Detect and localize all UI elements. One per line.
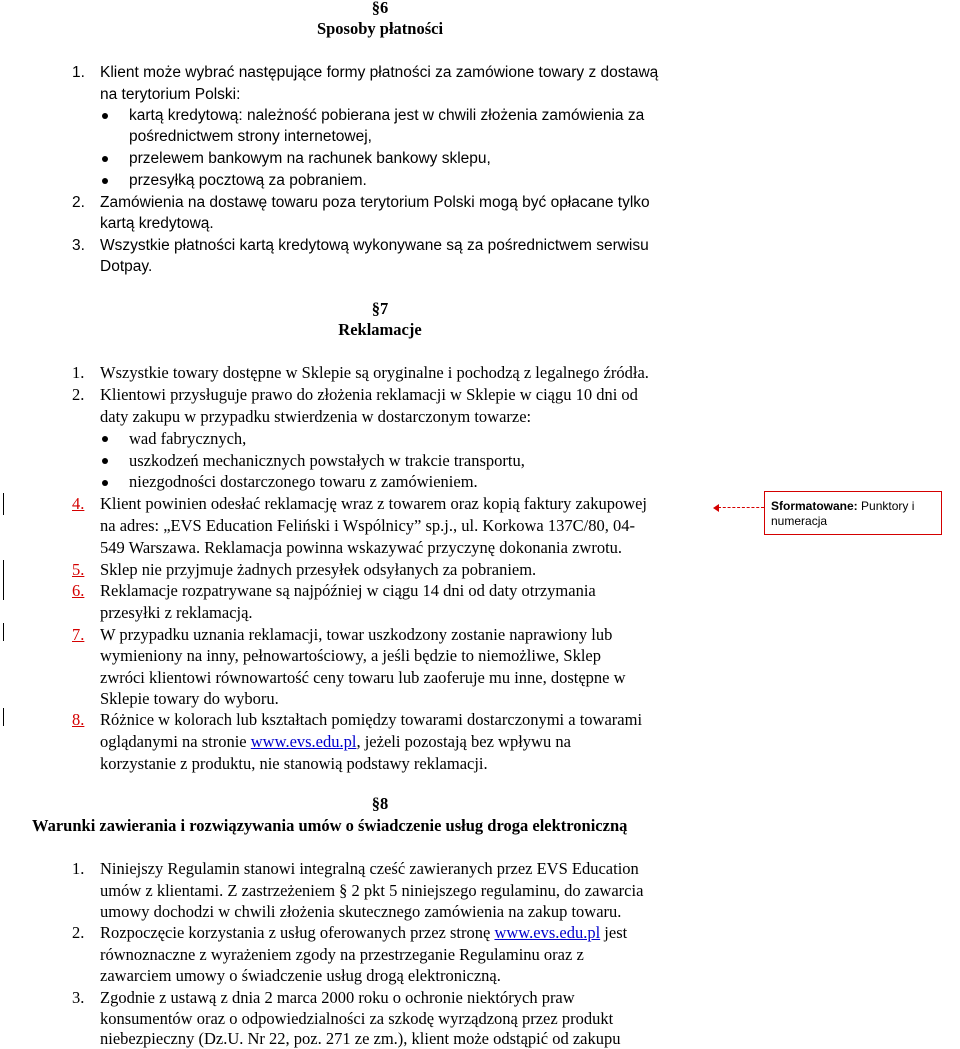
bullet-icon bbox=[102, 156, 108, 162]
sec7-item-8-text: oglądanymi na stronie bbox=[100, 732, 251, 751]
change-bar bbox=[3, 623, 4, 641]
sec7-item-7-line: W przypadku uznania reklamacji, towar uszkodzony zostanie naprawiony lub bbox=[100, 625, 613, 644]
sec6-item-1-line: Klient może wybrać następujące formy płatności za zamówione towary z dostawą bbox=[100, 64, 659, 81]
sec7-item-7-line: Sklepie towary do wyboru. bbox=[100, 689, 279, 708]
sec8-item-2-line bbox=[100, 923, 627, 943]
comment-label: Sformatowane: bbox=[771, 499, 858, 513]
sec6-bullet-3: przesyłką pocztową za pobraniem. bbox=[129, 172, 367, 189]
sec7-item-2-number: 2. bbox=[72, 385, 85, 404]
sec7-item-8-line: korzystanie z produktu, nie stanowią podstawy reklamacji. bbox=[100, 754, 488, 773]
sec7-item-6-line: Reklamacje rozpatrywane są najpóźniej w ciągu 14 dni od daty otrzymania bbox=[100, 581, 596, 600]
sec7-item-1-line: Wszystkie towary dostępne w Sklepie są oryginalne i pochodzą z legalnego źródła. bbox=[100, 363, 649, 382]
sec7-item-7-line: wymieniony na inny, pełnowartościowy, a jeśli będzie to niemożliwe, Sklep bbox=[100, 646, 601, 665]
sec6-item-2-line: kartą kredytową. bbox=[100, 215, 214, 232]
sec7-item-8-line: Różnice w kolorach lub kształtach pomiędzy towarami dostarczonymi a towarami bbox=[100, 710, 643, 729]
sec6-item-2-number: 2. bbox=[72, 194, 85, 211]
sec6-bullet-1-line: pośrednictwem strony internetowej, bbox=[129, 128, 372, 145]
sec6-item-3-line: Dotpay. bbox=[100, 258, 153, 275]
sec7-item-8-line bbox=[100, 732, 571, 752]
sec7-bullet-1: wad fabrycznych, bbox=[129, 429, 247, 448]
sec7-bullet-3: niezgodności dostarczonego towaru z zamówieniem. bbox=[129, 472, 478, 491]
sec7-bullet-2: uszkodzeń mechanicznych powstałych w trakcie transportu, bbox=[129, 451, 525, 470]
section-6-number: §6 bbox=[371, 0, 389, 17]
comment-text: Punktory i numeracja bbox=[771, 499, 915, 528]
sec7-item-4-line: na adres: „EVS Education Feliński i Wspólnicy” sp.j., ul. Korkowa 137C/80, 04- bbox=[100, 516, 635, 535]
sec8-item-1-line: umów z klientami. Z zastrzeżeniem § 2 pkt 5 niniejszego regulaminu, do zawarcia bbox=[100, 881, 644, 900]
sec7-item-8-number: 8. bbox=[72, 710, 85, 729]
comment-arrow-icon bbox=[713, 504, 719, 512]
change-bar bbox=[3, 560, 4, 600]
sec7-item-6-line: przesyłki z reklamacją. bbox=[100, 603, 253, 622]
sec6-item-2-line: Zamówienia na dostawę towaru poza terytorium Polski mogą być opłacane tylko bbox=[100, 194, 650, 211]
section-8-number: §8 bbox=[371, 794, 389, 813]
bullet-icon bbox=[102, 480, 108, 486]
sec7-item-7-number: 7. bbox=[72, 625, 85, 644]
sec7-item-4-line: Klient powinien odesłać reklamację wraz z towarem oraz kopią faktury zakupowej bbox=[100, 494, 648, 513]
change-bar bbox=[3, 493, 4, 515]
sec7-item-2-line: daty zakupu w przypadku stwierdzenia w dostarczonym towarze: bbox=[100, 407, 532, 426]
sec7-item-5-number: 5. bbox=[72, 560, 85, 579]
website-link[interactable]: www.evs.edu.pl bbox=[250, 732, 357, 751]
sec8-item-2-text: jest bbox=[600, 923, 628, 942]
sec8-item-1-line: umowy dochodzi w chwili złożenia skutecznego zamówienia na zakup towaru. bbox=[100, 902, 622, 921]
sec8-item-2-line: równoznaczne z wyrażeniem zgody na przestrzeganie Regulaminu oraz z bbox=[100, 945, 584, 964]
bullet-icon bbox=[102, 178, 108, 184]
section-8-title: Warunki zawierania i rozwiązywania umów o świadczenie usług droga elektroniczną bbox=[32, 816, 628, 835]
sec8-item-2-line: zawarciem umowy o świadczenie usług drogą elektroniczną. bbox=[100, 966, 501, 985]
format-comment-balloon[interactable] bbox=[764, 491, 942, 535]
bullet-icon bbox=[102, 113, 108, 119]
sec6-bullet-1-line: kartą kredytową: należność pobierana jest w chwili złożenia zamówienia za bbox=[129, 107, 645, 124]
section-7-number: §7 bbox=[371, 299, 389, 318]
sec7-item-2-line: Klientowi przysługuje prawo do złożenia reklamacji w Sklepie w ciągu 10 dni od bbox=[100, 385, 638, 404]
sec7-item-5-line: Sklep nie przyjmuje żadnych przesyłek odsyłanych za pobraniem. bbox=[100, 560, 537, 579]
sec8-item-2-text: Rozpoczęcie korzystania z usług oferowanych przez stronę bbox=[100, 923, 495, 942]
sec8-item-3-line: Zgodnie z ustawą z dnia 2 marca 2000 roku o ochronie niektórych praw bbox=[100, 988, 575, 1007]
sec8-item-3-number: 3. bbox=[72, 988, 85, 1007]
sec8-item-2-number: 2. bbox=[72, 923, 85, 942]
sec6-bullet-2: przelewem bankowym na rachunek bankowy sklepu, bbox=[129, 150, 491, 167]
sec8-item-3-line: konsumentów oraz o odpowiedzialności za szkodę wyrządzoną przez produkt bbox=[100, 1009, 614, 1028]
sec7-item-7-line: zwróci klientowi równowartość ceny towaru lub zaoferuje mu inne, dostępne w bbox=[100, 668, 626, 687]
website-link[interactable]: www.evs.edu.pl bbox=[494, 923, 601, 942]
bullet-icon bbox=[102, 458, 108, 464]
sec7-item-4-line: 549 Warszawa. Reklamacja powinna wskazywać przyczynę dokonania zwrotu. bbox=[100, 538, 623, 557]
comment-connector bbox=[718, 507, 764, 508]
sec6-item-3-number: 3. bbox=[72, 237, 85, 254]
sec6-item-3-line: Wszystkie płatności kartą kredytową wykonywane są za pośrednictwem serwisu bbox=[100, 237, 649, 254]
bullet-icon bbox=[102, 436, 108, 442]
sec7-item-1-number: 1. bbox=[72, 363, 85, 382]
sec8-item-3-line: niebezpieczny (Dz.U. Nr 22, poz. 271 ze zm.), klient może odstąpić od zakupu bbox=[100, 1029, 621, 1048]
sec6-item-1-line: na terytorium Polski: bbox=[100, 86, 241, 103]
sec7-item-8-text: , jeżeli pozostają bez wpływu na bbox=[356, 732, 571, 751]
change-bar bbox=[3, 708, 4, 726]
section-7-title: Reklamacje bbox=[338, 320, 422, 339]
section-6-title: Sposoby płatności bbox=[316, 19, 444, 38]
sec7-item-4-number: 4. bbox=[72, 494, 85, 513]
sec8-item-1-line: Niniejszy Regulamin stanowi integralną cześć zawieranych przez EVS Education bbox=[100, 859, 639, 878]
sec7-item-6-number: 6. bbox=[72, 581, 85, 600]
sec6-item-1-number: 1. bbox=[72, 64, 85, 81]
sec8-item-1-number: 1. bbox=[72, 859, 85, 878]
